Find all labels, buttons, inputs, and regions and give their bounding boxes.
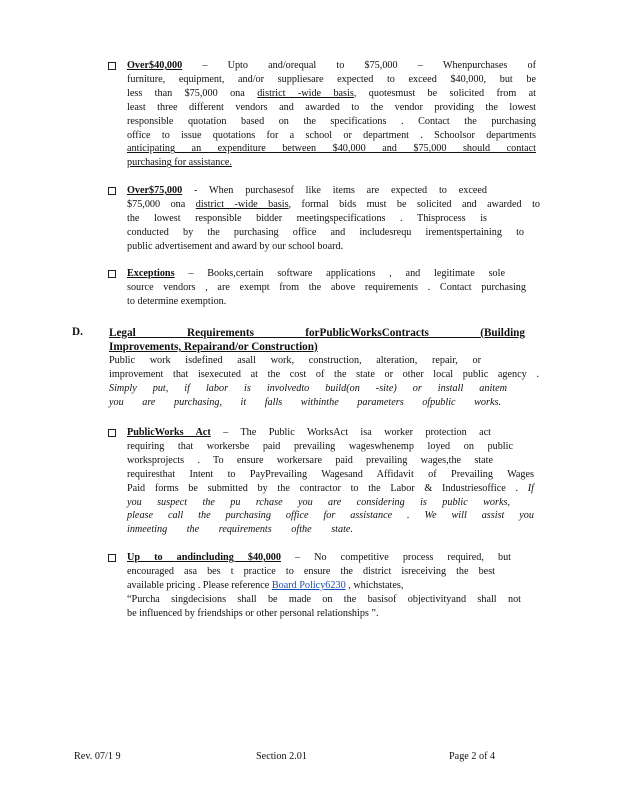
footer-page-number: Page 2 of 4 bbox=[449, 751, 496, 762]
bullet-line: requiring that workersbe paid prevailing wageswhenemp loyed on public bbox=[127, 440, 513, 452]
checkbox-bullet-icon bbox=[108, 62, 116, 70]
bullet-line bbox=[127, 482, 534, 496]
bullet-line-text: – Upto and/orequal to $75,000 – Whenpurchases of bbox=[182, 60, 536, 71]
bullet-line-text: Paid forms be submitted by the contractor to the Labor & Industriesoffice . bbox=[127, 482, 519, 494]
bullet-line bbox=[127, 87, 536, 101]
section-d-body-line: improvement that isexecuted at the cost of the state or other local public agency . bbox=[109, 368, 539, 380]
bullet-line: anticipating an expenditure between $40,000 and $75,000 should contact bbox=[127, 143, 536, 155]
checkbox-bullet-icon bbox=[108, 554, 116, 562]
bullet-line: purchasing for assistance. bbox=[127, 157, 232, 169]
bullet-italic-line: please call the purchasing office for assistance . We will assist you bbox=[127, 510, 534, 522]
bullet-lead-exceptions: Exceptions bbox=[127, 268, 175, 279]
bullet-up-to-40000 bbox=[127, 551, 521, 621]
bullet-line-text: , quotesmust be solicited from at bbox=[353, 87, 536, 99]
bullet-lead-up-to-40000: Up to andincluding $40,000 bbox=[127, 552, 281, 563]
bullet-line: to determine exemption. bbox=[127, 295, 227, 307]
section-d-heading-line-2: Improvements, Repairand/or Construction) bbox=[109, 341, 318, 353]
district-wide-basis-underline: district -wide basis bbox=[195, 198, 289, 210]
section-d-italic-line: Simply put, if labor is involvedto build(on -site) or install anitem bbox=[109, 382, 507, 394]
bullet-line bbox=[127, 551, 511, 565]
section-d-heading: Legal Requirements forPublicWorksContracts (Building bbox=[109, 327, 525, 339]
bullet-line-text: – The Public WorksAct isa worker protection act bbox=[210, 427, 491, 438]
bullet-exceptions bbox=[127, 267, 526, 309]
footer-section: Section 2.01 bbox=[256, 751, 307, 762]
bullet-line: be influenced by friendships or other personal relationships ”. bbox=[127, 607, 379, 619]
bullet-line-text: , formal bids must be solicited and awarded to bbox=[288, 198, 540, 210]
bullet-line-text: – Books,certain software applications , and legitimate sole bbox=[174, 268, 505, 279]
bullet-line: responsible quotation based on the specifications . Contact the purchasing bbox=[127, 115, 536, 127]
bullet-over-40000 bbox=[127, 59, 536, 170]
bullet-line-text: , whichstates, bbox=[345, 579, 404, 591]
bullet-line bbox=[127, 579, 521, 593]
bullet-line: conducted by the purchasing office and includesrequ irementspertaining to bbox=[127, 226, 524, 238]
bullet-line: source vendors , are exempt from the above requirements . Contact purchasing bbox=[127, 281, 526, 293]
board-policy-6230-link[interactable]: Board Policy6230 bbox=[271, 579, 346, 591]
bullet-line-text: less than $75,000 ona bbox=[127, 87, 258, 99]
bullet-line: requiresthat Intent to PayPrevailing Wagesand Affidavit of Prevailing Wages bbox=[127, 468, 534, 480]
bullet-line bbox=[127, 198, 540, 212]
bullet-italic-line: you suspect the pu rchase you are considering is public works, bbox=[127, 496, 510, 508]
bullet-line: encouraged asa bes t practice to ensure the district isreceiving the best bbox=[127, 565, 495, 577]
footer-revision: Rev. 07/1 9 bbox=[74, 751, 121, 762]
checkbox-bullet-icon bbox=[108, 187, 116, 195]
bullet-italic-text: If bbox=[527, 482, 535, 494]
bullet-over-75000 bbox=[127, 184, 540, 254]
bullet-line-text: - When purchasesof like items are expected to exceed bbox=[182, 185, 487, 196]
bullet-line bbox=[127, 184, 487, 198]
section-d-body-line: Public work isdefined asall work, construction, alteration, repair, or bbox=[109, 355, 481, 366]
bullet-line-text: – No competitive process required, but bbox=[280, 552, 511, 563]
bullet-line: office to issue quotations for a school or department . Schoolsor departments bbox=[127, 129, 536, 141]
district-wide-basis-underline: district -wide basis bbox=[257, 87, 354, 99]
bullet-lead-public-works: PublicWorks Act bbox=[127, 427, 211, 438]
bullet-italic-line: inmeeting the requirements ofthe state. bbox=[127, 524, 353, 536]
bullet-line: worksprojects . To ensure workersare paid prevailing wages,the state bbox=[127, 454, 493, 466]
bullet-line bbox=[127, 426, 491, 440]
bullet-lead-over-75000: Over$75,000 bbox=[127, 185, 183, 196]
section-d bbox=[109, 326, 539, 410]
checkbox-bullet-icon bbox=[108, 429, 116, 437]
bullet-line: furniture, equipment, and/or suppliesare expected to exceed $40,000, but be bbox=[127, 73, 536, 85]
bullet-line bbox=[127, 267, 505, 281]
checkbox-bullet-icon bbox=[108, 270, 116, 278]
bullet-line: least three different vendors and awarded to the vendor providing the lowest bbox=[127, 101, 536, 113]
bullet-lead-over-40000: Over$40,000 bbox=[127, 60, 183, 71]
bullet-line: the lowest responsible bidder meetingspecifications . Thisprocess is bbox=[127, 212, 487, 224]
bullet-line: public advertisement and award by our school board. bbox=[127, 240, 344, 252]
bullet-line-text: available pricing . Please reference bbox=[127, 579, 272, 591]
section-d-letter: D. bbox=[72, 326, 83, 338]
bullet-line-text: $75,000 ona bbox=[127, 198, 196, 210]
section-d-italic-line: you are purchasing, it falls withinthe parameters ofpublic works. bbox=[109, 396, 501, 408]
bullet-line bbox=[127, 59, 536, 73]
bullet-line: “Purcha singdecisions shall be made on the basisof objectivityand shall not bbox=[127, 593, 521, 605]
bullet-public-works-act bbox=[127, 426, 534, 537]
